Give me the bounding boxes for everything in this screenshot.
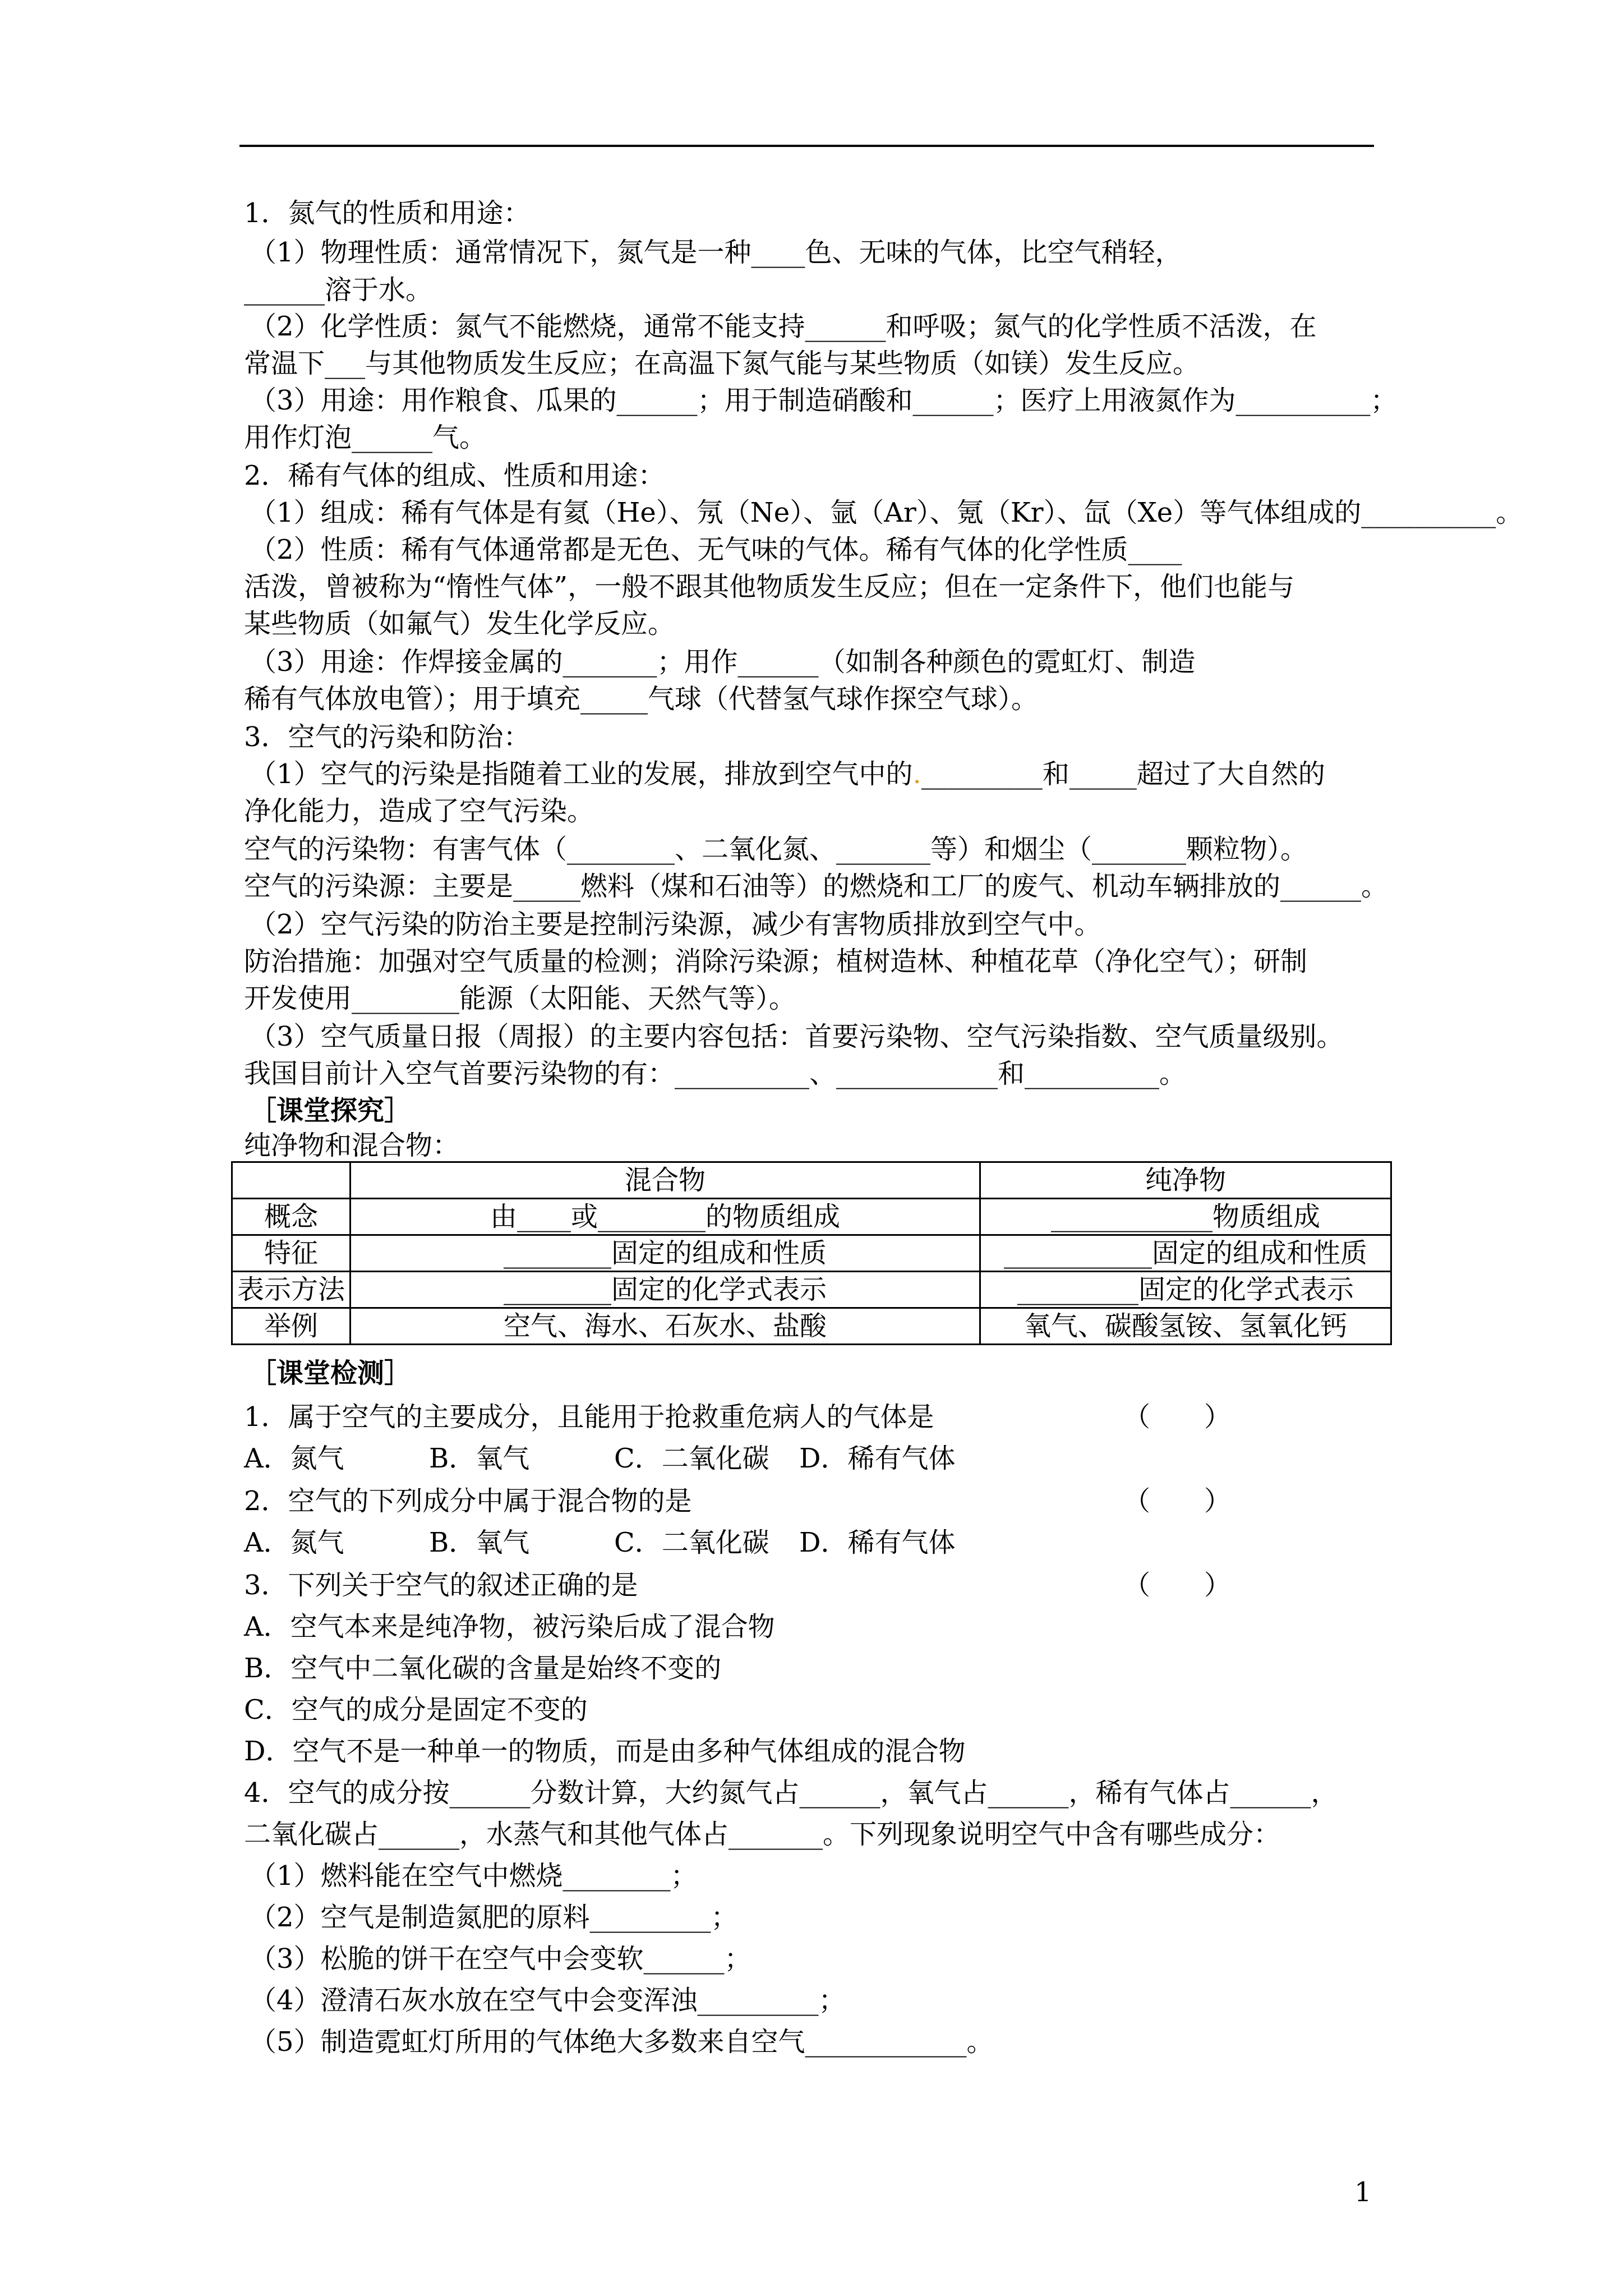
text-line: （3）用途：作焊接金属的_______；用作______（如制各种颜色的霓虹灯、制造 <box>250 646 1196 678</box>
text-line: 用作灯泡______气。 <box>244 422 487 453</box>
table-cell: ___________固定的组成和性质 <box>980 1235 1391 1272</box>
text-fragment: （1）空气的污染是指随着工业的发展，排放到空气中的 <box>250 758 913 790</box>
option: C．二氧化碳 <box>614 1443 769 1474</box>
text-line: 净化能力，造成了空气污染。 <box>244 795 594 827</box>
table-cell: 氧气、碳酸氢铵、氢氧化钙 <box>980 1308 1391 1345</box>
table-cell: 由____或________的物质组成 <box>351 1199 980 1235</box>
table-header-cell: 纯净物 <box>980 1162 1391 1199</box>
text-line: 空气的污染物：有害气体（________、二氧化氮、_______等）和烟尘（_______颗粒物）。 <box>244 834 1308 865</box>
question-text: 1．属于空气的主要成分，且能用于抢救重危病人的气体是 <box>244 1401 934 1433</box>
option: A．氮气 <box>244 1527 344 1558</box>
table-row <box>232 1199 1391 1235</box>
table-cell: 概念 <box>232 1199 351 1235</box>
table-header-row <box>232 1162 1391 1199</box>
text-line: （3）空气质量日报（周报）的主要内容包括：首要污染物、空气污染指数、空气质量级别。 <box>250 1021 1344 1052</box>
answer-bracket: （ ） <box>1123 1570 1231 1601</box>
text-line: （2）空气污染的防治主要是控制污染源，减少有害物质排放到空气中。 <box>250 909 1101 940</box>
question-3 <box>244 1568 1231 1602</box>
table-cell: 空气、海水、石灰水、盐酸 <box>351 1308 980 1345</box>
quiz-label: ［课堂检测］ <box>250 1358 412 1389</box>
page-number: 1 <box>1354 2177 1372 2208</box>
question-4-sub: （2）空气是制造氮肥的原料_________； <box>250 1902 738 1933</box>
table-cell: _________固定的化学式表示 <box>980 1272 1391 1308</box>
question-4-sub: （1）燃料能在空气中燃烧________； <box>250 1860 698 1892</box>
answer-bracket: （ ） <box>1123 1401 1231 1433</box>
text-line: 活泼，曾被称为“惰性气体”，一般不跟其他物质发生反应；但在一定条件下，他们也能与 <box>244 571 1295 602</box>
text-fragment: _________和_____超过了大自然的 <box>921 758 1325 790</box>
text-line: ______溶于水。 <box>244 274 433 306</box>
header-rule <box>239 145 1374 147</box>
option: A．氮气 <box>244 1443 344 1474</box>
table-cell: ________固定的组成和性质 <box>351 1235 980 1272</box>
table-header-cell: 混合物 <box>351 1162 980 1199</box>
text-line: 防治措施：加强对空气质量的检测；消除污染源；植树造林、种植花草（净化空气）；研制 <box>244 946 1308 977</box>
table-cell: 特征 <box>232 1235 351 1272</box>
option: D．稀有气体 <box>799 1443 956 1474</box>
explore-label: ［课堂探究］ <box>250 1095 412 1126</box>
question-text: 2．空气的下列成分中属于混合物的是 <box>244 1485 692 1517</box>
answer-bracket: （ ） <box>1123 1485 1231 1517</box>
text-line <box>250 757 1325 791</box>
section-2-title: 2．稀有气体的组成、性质和用途： <box>244 460 665 491</box>
text-line: 稀有气体放电管）；用于填充_____气球（代替氢气球作探空气球）。 <box>244 683 1039 715</box>
question-2 <box>244 1484 1231 1518</box>
section-3-title: 3．空气的污染和防治： <box>244 721 531 753</box>
table-cell: 举例 <box>232 1308 351 1345</box>
section-1-title: 1．氮气的性质和用途： <box>244 197 531 229</box>
option: D．空气不是一种单一的物质，而是由多种气体组成的混合物 <box>244 1736 966 1767</box>
question-1 <box>244 1400 1231 1434</box>
text-line: 我国目前计入空气首要污染物的有：__________、____________和__________。 <box>244 1058 1187 1089</box>
option: B．氧气 <box>429 1527 530 1558</box>
table-cell: ____________物质组成 <box>980 1199 1391 1235</box>
option: D．稀有气体 <box>799 1527 956 1558</box>
option: A．空气本来是纯净物，被污染后成了混合物 <box>244 1611 775 1642</box>
question-4-line: 二氧化碳占______，水蒸气和其他气体占_______。下列现象说明空气中含有哪些成分： <box>244 1819 1281 1850</box>
text-line: 开发使用________能源（太阳能、天然气等）。 <box>244 983 796 1014</box>
option: B．氧气 <box>429 1443 530 1474</box>
question-4-sub: （5）制造霓虹灯所用的气体绝大多数来自空气____________。 <box>250 2026 994 2058</box>
text-line: （3）用途：用作粮食、瓜果的______；用于制造硝酸和______；医疗上用液氮作为__________； <box>250 385 1398 416</box>
table-header-cell <box>232 1162 351 1199</box>
table-row <box>232 1235 1391 1272</box>
text-line: 常温下___与其他物质发生反应；在高温下氮气能与某些物质（如镁）发生反应。 <box>244 348 1200 379</box>
table-cell: ________固定的化学式表示 <box>351 1272 980 1308</box>
table-cell: 表示方法 <box>232 1272 351 1308</box>
text-line: （2）化学性质：氮气不能燃烧，通常不能支持______和呼吸；氮气的化学性质不活泼，在 <box>250 311 1317 342</box>
text-line: 空气的污染源：主要是_____燃料（煤和石油等）的燃烧和工厂的废气、机动车辆排放的______。 <box>244 871 1389 902</box>
text-line: （1）物理性质：通常情况下，氮气是一种____色、无味的气体，比空气稍轻， <box>250 237 1182 268</box>
question-1-options <box>244 1442 984 1475</box>
option: C．空气的成分是固定不变的 <box>244 1694 588 1726</box>
comparison-table <box>231 1161 1392 1345</box>
question-4-line: 4．空气的成分按______分数计算，大约氮气占______，氧气占______，稀有气体占______， <box>244 1777 1338 1809</box>
question-4-sub: （4）澄清石灰水放在空气中会变浑浊_________； <box>250 1985 846 2016</box>
text-line: （2）性质：稀有气体通常都是无色、无气味的气体。稀有气体的化学性质____ <box>250 534 1182 565</box>
question-2-options <box>244 1526 984 1559</box>
explore-subtitle: 纯净物和混合物： <box>244 1130 460 1161</box>
option: C．二氧化碳 <box>614 1527 769 1558</box>
question-text: 3．下列关于空气的叙述正确的是 <box>244 1570 638 1601</box>
text-line: （1）组成：稀有气体是有氦（He）、氖（Ne）、氩（Ar）、氪（Kr）、氙（Xe）等气体组成的__________。 <box>250 497 1523 528</box>
stray-dot: . <box>912 758 921 790</box>
text-line: 某些物质（如氟气）发生化学反应。 <box>244 608 675 639</box>
option: B．空气中二氧化碳的含量是始终不变的 <box>244 1653 722 1684</box>
table-row <box>232 1272 1391 1308</box>
question-4-sub: （3）松脆的饼干在空气中会变软______； <box>250 1943 751 1975</box>
table-row <box>232 1308 1391 1345</box>
